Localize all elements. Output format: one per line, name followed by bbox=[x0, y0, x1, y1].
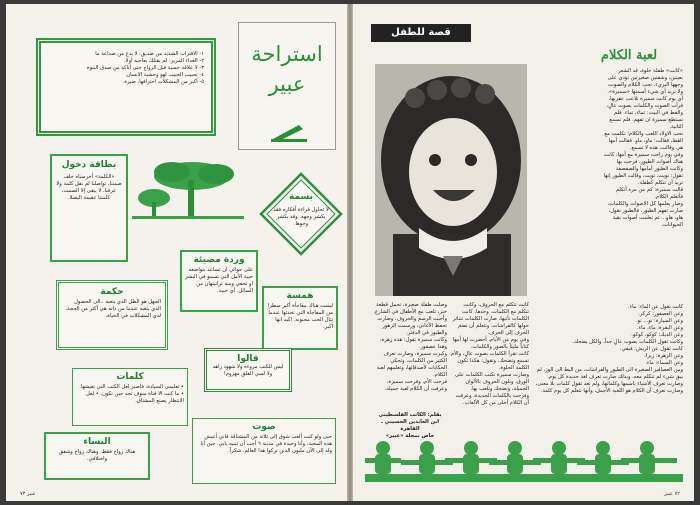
voice-text: حتى ولو كنت ألعب شوق إلى ثلاثة من المشتاقة فاني أعيش هذه المحبة، وأنا وحيدة في مدينة ٦ أحب أن تبنيه بابي. حين أنا ولد إلى الآن مليون الذين تركوا هذا العالم. شكراً. bbox=[200, 434, 332, 454]
entry-card-title: بطاقة دخول bbox=[61, 160, 117, 170]
story-title: لعبة الكلام bbox=[600, 48, 658, 63]
whisper-box bbox=[262, 286, 338, 350]
voice-title: صوت bbox=[252, 422, 276, 432]
children-silhouettes-illustration bbox=[365, 438, 683, 486]
left-page bbox=[6, 4, 347, 501]
right-page bbox=[353, 4, 694, 501]
left-page-number: عبير ٧٣ bbox=[20, 491, 36, 497]
story-column-2: كانت تقول عن الماء: ماء. وعن العصفور: كركر. وعن السيارة: تو... تو. وعن البقرة: ماء، ماء. وعن الديك: كوكو، كوكو. وكانت تقول الكلمات بصوت عالٍ جداً، والكل يضحك. كانت تقول عن الريش: فيفي. وعن الزهرة: زيزا. وعن السماء: ماء. ومن العصافير الصغيرة الى الطيور والفراشات، من البط الى الوز، لم يبق شيء لم تتكلم معه، وبذلك صارت تعرف لغة جديدة كل يوم. وصارت تعرف الأشياء باسمها وكلماتها، ولم تعد تقول كلمات بلا معنى، وصارت تعرف أن الكلام هو اللعبة الأجمل، وأنها تتعلم كل يوم كلمة. bbox=[535, 304, 683, 394]
magazine-spread bbox=[6, 4, 694, 501]
saying-2: ٢- الغداء المرير: لم يقتلك يعاجبه أولا. bbox=[123, 58, 204, 64]
saying-5: ٥- أكبر من المشكلات احترافها، ضيرة. bbox=[122, 79, 204, 85]
feather-pen-icon bbox=[269, 121, 309, 143]
child-portrait-image bbox=[375, 64, 527, 296]
sayings-box bbox=[36, 38, 216, 136]
tree-illustration bbox=[132, 154, 244, 224]
saying-text: ليس للكتب مروءة ولا شهود زاهد ولا لسي القلق مهزوم! bbox=[212, 364, 284, 377]
words-box bbox=[72, 368, 188, 426]
entry-card bbox=[50, 154, 128, 262]
smile-text: لا تحاول قراءة أفكاره فقد يكشر وجهه. وقد يكشر وجوها. bbox=[273, 207, 329, 227]
wisdom-text: الجهل هو الظل الذي يتعبه ..الى الحصول الذي يتعبه عندما من ذاته هي أكثر من الحجة، لدي المشكلات في الحياة. bbox=[65, 299, 161, 319]
saying-1: ١- الاقتراب الشديد من صديق: لا يدع من صداعة ما bbox=[95, 51, 204, 57]
whisper-title: همسة bbox=[286, 291, 314, 301]
saying-box bbox=[204, 348, 292, 392]
words-title: كلمات bbox=[116, 372, 144, 382]
wisdom-box bbox=[56, 280, 168, 350]
women-text: هناك زواج فقط. وهناك زواج وشقق واختلافي. bbox=[58, 449, 136, 462]
masthead-box bbox=[238, 22, 336, 150]
masthead-title: استراحة عبير bbox=[251, 42, 323, 96]
story-column-4: وصلت طفلة صغيرة، تحمل قطعة خبز، تلعب مع الأطفال في الشارع. وأحبت الرسم والحروف، وصارت تحفظ الأغاني، ورسمت الزهور والطيور في الدفتر. وكانت سميرة تقول: هذه زهرة، وهذا عصفور. وكبرت سميرة، وصارت تعرف الكثير من الكلمات، وتحكي الحكايات لأصدقائها، وتعلمهم لعبة الكلام. فرحت الأم، وفرحت سميرة، وعرفت أن الكلام لعبة جميلة. bbox=[373, 302, 447, 392]
women-title: النساء bbox=[83, 437, 111, 447]
flower-box bbox=[180, 250, 258, 312]
saying-3: ٣- لا علاقة حسية قبل الزواج حتى أتاكد من صدق البنوة bbox=[86, 65, 204, 71]
smile-title: بسمة bbox=[288, 192, 314, 202]
child-photo bbox=[375, 64, 527, 296]
whisper-text: ليست هناك مفاجأة أكبر سطرا من المفاجأة التي تحدثها عندما تنال الحب محبوبه. اكيد انها أكبر. bbox=[267, 303, 333, 330]
story-byline: بقلم: الكاتب الفلسطيني ابن العابدين الحسيني ـ القاهرة حاص بمجلة «عبير» bbox=[378, 412, 442, 439]
flower-title: وردة مضيئة bbox=[193, 255, 245, 265]
story-column-3b: كانت تتكلم مع الحروف، وكانت تتكلم مع الكلمات. وحدها، كانت الكلمات تأتيها، صارت الكلمات تتناثر حولها كالفراشات، وتتعلم أن تضم الحرف إلى الحرف. وفي يوم من الأيام، أحضرت لها أمها كتاباً مليئاً بالصور والكلمات. كانت تقرأ الكلمات بصوت عالٍ، والأم تسمع وتضحك، وتقول: هكذا تكون الكلمة الحلوة. وصارت سميرة تكتب الكلمات على الورق، وتلون الحروف بالألوان الجميلة، وتضحك وتلعب بها. وفرحت بالكلمات الجديدة، وعرفت أن الكلام أحلى من كل الألعاب. bbox=[451, 302, 529, 406]
words-text: • تعليمي السيادة، فاصبر لعل الكتب التي تعيشها. • ما كنت الا فتاة سوف تجد حين تكون. • لعل الانتظار يصنع المشتاق. bbox=[79, 384, 184, 404]
saying-4: ٤- تحبيب الحبيب لهو وحشية الانسان bbox=[126, 72, 204, 78]
entry-card-text: «الكلمة» أخرسناه خلف صمتنا، تواصلنا لم نقل كلمة ولا عرفنا، لا يبقى إلا الصمت، كلمتنا عقيمة البصلا. bbox=[56, 174, 122, 201]
section-banner bbox=[371, 24, 471, 42]
section-banner-text: قصة للطفل bbox=[391, 27, 451, 38]
wisdom-title: حكمة bbox=[100, 287, 124, 297]
story-column-1: «كانت» طفلة حلوة، قد الشعر بعينين، وشفتين صغيرتين تؤدي على وجهها البريء، تحب الكلام والصوت، ولا تريد أي شيء أسمتها «سميرة». أي يوم كانت سميرة تلاعب عقربها، فرأت الصوت والكلمات بصوت عالٍ، والقط في البيت: تماء، تماء. فلم تستطع سميرة ان تفهم. فلم تسمع الثانية. تحب الاولاد اللعب والكلام؛ تكلمت مع القط، فقالت: ماو، ماو. فقالت أمها هي وقالت، هذه لا تسمع. وفي يوم راحت سميرة مع أمها، كانت هناك أصوات الطيور، فرحت بها وكانت الطيور أمامها والصفصفة تقول: تويت، تويت، وقالت الطيور إنها تريد أن تتكلم كطفلة. قالت سميرة: كم من مرة أتكلم فأتعلم الكلام. وصار يعلمها كل الاصوات والكلمات، صارت تفهم الطيور، فالطيور تقول، هاو، هاو... ثم تعلمت أصوات بقية الحيوانات. bbox=[603, 68, 683, 228]
saying-title: قالوا bbox=[237, 354, 259, 364]
flower-text: على حوائي ان تساعد بتواضعه حيبة الأمل التي تسمو في البشر او تخفي ومنه تراتبتهان من السائل. أي خيبة. bbox=[184, 267, 253, 294]
women-box bbox=[44, 432, 150, 480]
right-page-number: ٧٢ عبير bbox=[664, 491, 680, 497]
voice-box bbox=[192, 418, 336, 484]
